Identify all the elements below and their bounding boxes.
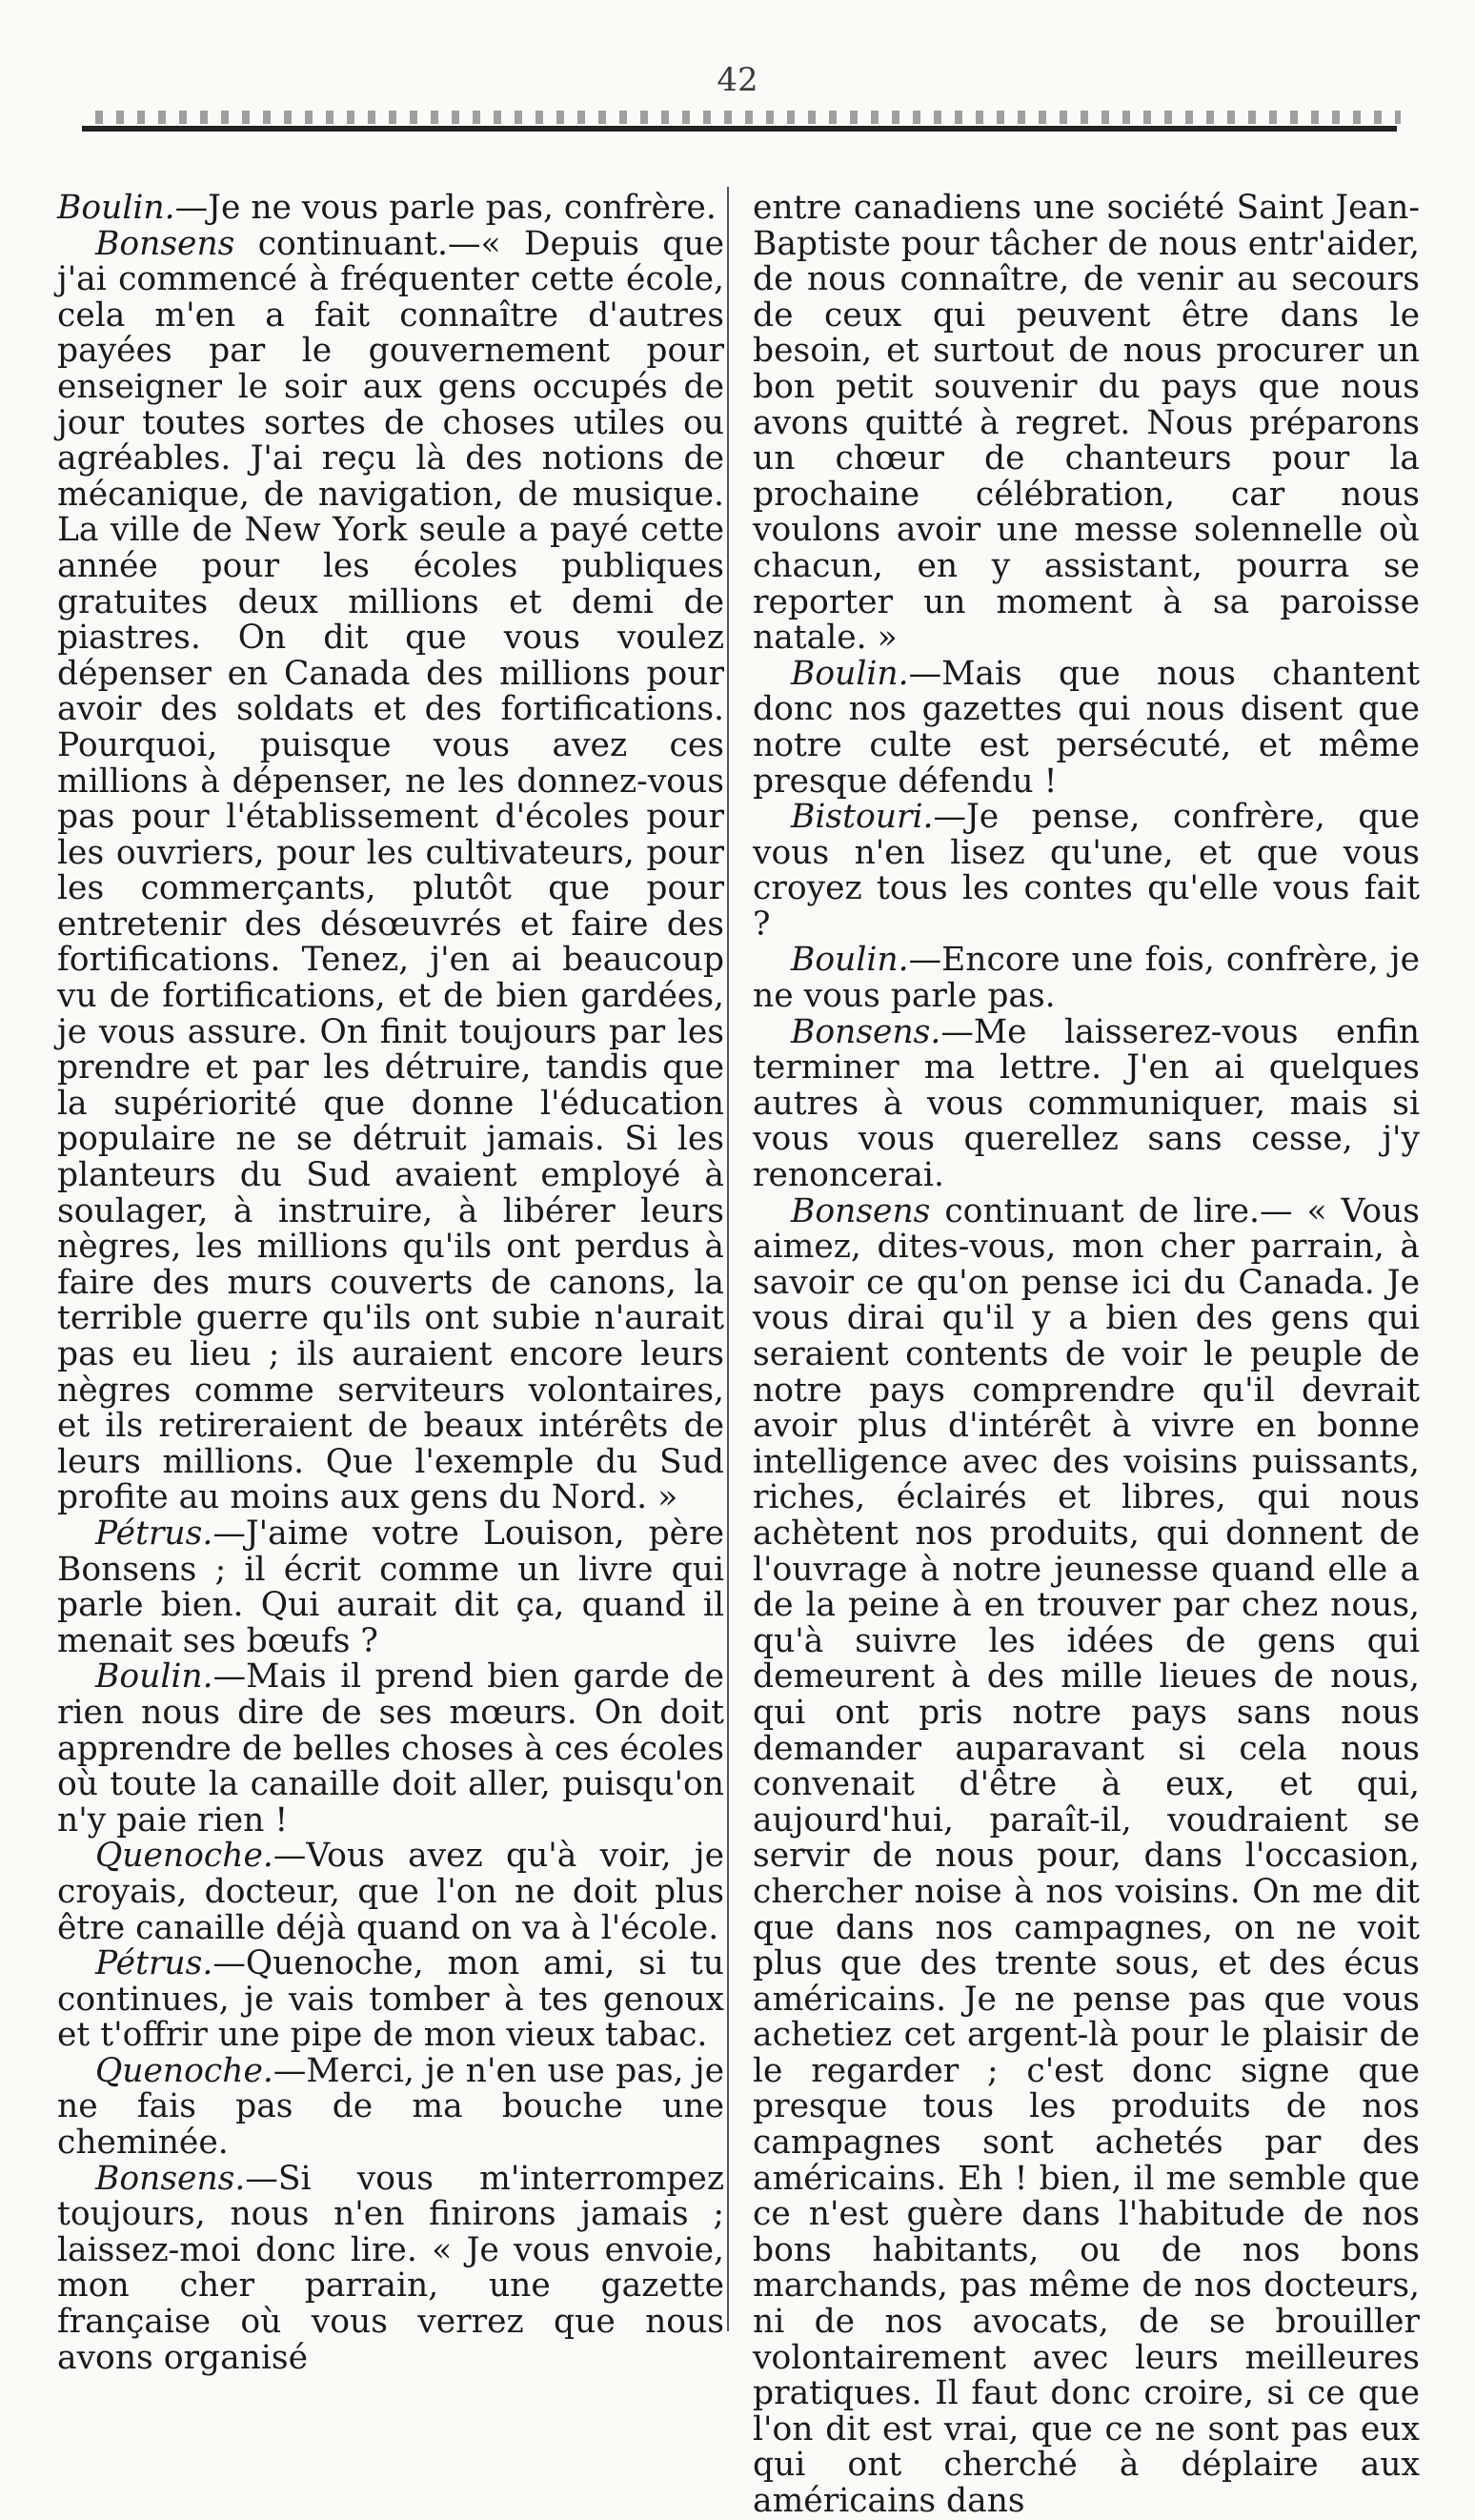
paragraph-text: —Quenoche, mon ami, si tu continues, je vais tomber à tes genoux et t'offrir une pipe de mon vieux tabac.	[57, 1944, 724, 2055]
left-column	[57, 191, 724, 2376]
paragraph	[57, 2051, 724, 2163]
speaker-name: Pétrus.	[95, 1944, 213, 1983]
paragraph	[57, 1516, 724, 1659]
speaker-name: Pétrus.	[95, 1514, 213, 1553]
paragraph	[57, 2159, 724, 2377]
speaker-name: Quenoche.	[95, 2051, 273, 2090]
paragraph	[753, 1012, 1420, 1195]
paragraph-text: —Me laisserez-vous enfin terminer ma lettre. J'en ai quelques autres à vous communiquer, mais si vous vous querellez sans cesse, j'y renoncerai.	[753, 1012, 1420, 1195]
paragraph-text: —Si vous m'interrompez toujours, nous n'en finirons jamais ; laissez-moi donc lire. « Je vous envoie, mon cher parrain, une gazette française où vous verrez que nous avons organisé	[57, 2159, 724, 2377]
paragraph	[753, 943, 1420, 1014]
page-number: 42	[717, 61, 758, 99]
speaker-name: Boulin.	[791, 941, 909, 980]
paragraph-text: continuant.—« Depuis que j'ai commencé à fréquenter cette école, cela m'en a fait connaître d'autres payées par le gouvernement pour enseigner le soir aux gens occupés de jour toutes sortes de choses utiles ou agréables. J'ai reçu là des notions de mécanique, de navigation, de musique. La ville de New York seule a payé cette année pour les écoles publiques gratuites deux millions et demi de piastres. On dit que vous voulez dépenser en Canada des millions pour avoir des soldats et des fortifications. Pourquoi, puisque vous avez ces millions à dépenser, ne les donnez-vous pas pour l'établissement d'écoles pour les ouvriers, pour les cultivateurs, pour les commerçants, plutôt que pour entretenir des désœuvrés et faire des fortifications. Tenez, j'en ai beaucoup vu de fortifications, et de bien gardées, je vous assure. On finit toujours par les prendre et par les détruire, tandis que la supériorité que donne l'éducation populaire ne se détruit jamais. Si les planteurs du Sud avaient employé à soulager, à instruire, à libérer leurs nègres, les millions qu'ils ont perdus à faire des murs couverts de canons, la terrible guerre qu'ils ont subie n'aurait pas eu lieu ; ils auraient encore leurs nègres comme serviteurs volontaires, et ils retireraient de beaux intérêts de leurs millions. Que l'exemple du Sud profite au moins aux gens du Nord. »	[57, 224, 724, 1517]
paragraph	[753, 191, 1420, 657]
speaker-name: Boulin.	[57, 189, 175, 227]
paragraph-text: —Mais il prend bien garde de rien nous dire de ses mœurs. On doit apprendre de belles choses à ces écoles où toute la canaille doit aller, puisqu'on n'y paie rien !	[57, 1657, 724, 1839]
column-divider	[727, 187, 729, 2331]
speaker-name: Bonsens	[791, 1191, 931, 1230]
speaker-name: Bonsens.	[95, 2159, 246, 2198]
top-rule	[82, 126, 1397, 132]
speaker-name: Bonsens.	[791, 1012, 941, 1051]
paragraph-text: —Je ne vous parle pas, confrère.	[174, 189, 717, 227]
right-column	[753, 191, 1420, 2520]
paragraph	[57, 1946, 724, 2054]
paragraph-text: —J'aime votre Louison, père Bonsens ; il écrit comme un livre qui parle bien. Qui aurait dit ça, quand il menait ses bœufs ?	[57, 1514, 724, 1660]
paragraph	[57, 1839, 724, 1946]
paragraph-text: continuant de lire.— « Vous aimez, dites-vous, mon cher parrain, à savoir ce qu'on pense ici du Canada. Je vous dirai qu'il y a bien des gens qui seraient contents de voir le peuple de notre pays comprendre qu'il devrait avoir plus d'intérêt à vivre en bonne intelligence avec des voisins puissants, riches, éclairés et libres, qui nous achètent nos produits, qui donnent de l'ouvrage à notre jeunesse quand elle a de la peine à en trouver par chez nous, qu'à suivre les idées de gens qui demeurent à des mille lieues de nous, qui ont pris notre pays sans nous demander auparavant si cela nous convenait d'être à eux, et qui, aujourd'hui, paraît-il, voudraient se servir de nous pour, dans l'occasion, chercher noise à nos voisins. On me dit que dans nos campagnes, on ne voit plus que des trente sous, et des écus américains. Je ne pense pas que vous achetiez cet argent-là pour le plaisir de le regarder ; c'est donc signe que presque tous les produits de nos campagnes sont achetés par des américains. Eh ! bien, il me semble que ce n'est guère dans l'habitude de nos bons habitants, ou de nos bons marchands, pas même de nos docteurs, ni de nos avocats, de se brouiller volontairement avec leurs meilleures pratiques. Il faut donc croire, si ce que l'on dit est vrai, que ce ne sont pas eux qui ont cherché à déplaire aux américains dans	[753, 1191, 1420, 2520]
speaker-name: Bonsens	[95, 224, 235, 263]
header-ornament	[95, 111, 1401, 124]
paragraph	[57, 224, 724, 1517]
paragraph-text: entre canadiens une société Saint Jean-Baptiste pour tâcher de nous entr'aider, de nous connaître, de venir au secours de ceux qui peuvent être dans le besoin, et surtout de nous procurer un bon petit souvenir du pays que nous avons quitté à regret. Nous préparons un chœur de chanteurs pour la prochaine célébration, car nous voulons avoir une messe solennelle où chacun, en y assistant, pourra se reporter un moment à sa paroisse natale. »	[753, 189, 1420, 658]
paragraph	[57, 1659, 724, 1839]
paragraph	[753, 1191, 1420, 2520]
speaker-name: Bistouri.	[791, 798, 934, 837]
speaker-name: Quenoche.	[95, 1837, 273, 1876]
paragraph-text: —Mais que nous chantent donc nos gazettes qui nous disent que notre culte est persécuté, et même presque défendu !	[753, 654, 1420, 801]
paragraph-text: —Encore une fois, confrère, je ne vous parle pas.	[753, 941, 1420, 1016]
paragraph-text: —Je pense, confrère, que vous n'en lisez qu'une, et que vous croyez tous les contes qu'elle vous fait ?	[753, 798, 1420, 944]
paragraph	[753, 654, 1420, 801]
paragraph	[753, 800, 1420, 943]
paragraph-text: —Merci, je n'en use pas, je ne fais pas de ma bouche une cheminée.	[57, 2051, 724, 2163]
speaker-name: Boulin.	[791, 654, 909, 693]
paragraph-text: —Vous avez qu'à voir, je croyais, docteur, que l'on ne doit plus être canaille déjà quand on va à l'école.	[57, 1837, 724, 1947]
speaker-name: Boulin.	[95, 1657, 213, 1697]
paragraph	[57, 191, 724, 227]
